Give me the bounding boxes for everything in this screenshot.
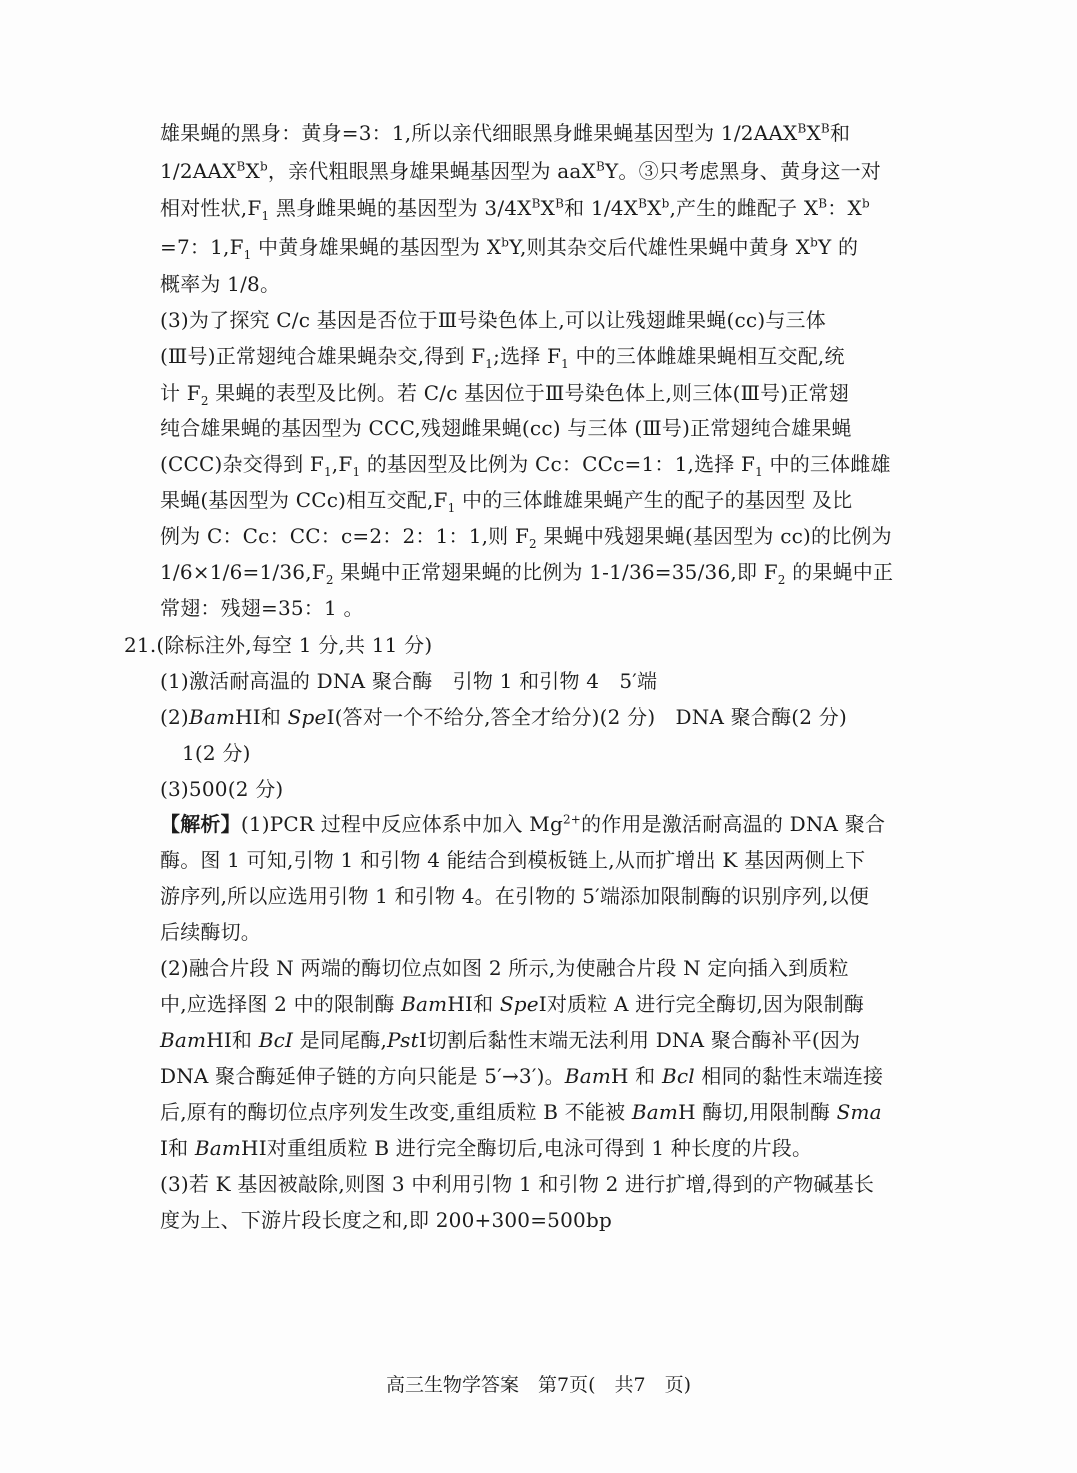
text-line: BamHⅠ和 BcI 是同尾酶,PstⅠ切割后黏性末端无法利用 DNA 聚合酶补平(因为 [160,1028,861,1052]
text-line: 常翅：残翅=35：1 。 [160,596,364,620]
text-line: (3)为了探究 C/c 基因是否位于Ⅲ号染色体上,可以让残翅雌果蝇(cc)与三体 [160,308,826,332]
text-line: 例为 C：Cc：CC：c=2：2：1：1,则 $F_2$ 果蝇中残翅果蝇(基因型为 cc)的比例为 [160,524,892,551]
page-footer: 高三生物学答案 第7页( 共7 页) [385,1374,691,1396]
text-line: 纯合雄果蝇的基因型为 CCC,残翅雌果蝇(cc) 与三体 (Ⅲ号)正常翅纯合雄果蝇 [160,416,852,440]
text-line: 1(2 分) [182,741,251,765]
text-line: (2)BamHⅠ和 SpeⅠ(答对一个不给分,答全才给分)(2 分) DNA 聚合酶(2 分) [160,705,847,729]
text-line: 中,应选择图 2 中的限制酶 BamHⅠ和 SpeⅠ对质粒 A 进行完全酶切,因为限制酶 [160,992,865,1016]
text-line: 【解析】(1)PCR 过程中反应体系中加入 $Mg^{2+}$的作用是激活耐高温的 DNA 聚合 [160,812,886,836]
text-line: (Ⅲ号)正常翅纯合雄果蝇杂交,得到 $F_1$;选择 $F_1$ 中的三体雌雄果蝇相互交配,统 [160,344,845,371]
text-line: 雄果蝇的黑身：黄身=3：1,所以亲代细眼黑身雌果蝇基因型为 $1/2AAX^BX^B$和 [160,121,851,145]
text-line: (3)500(2 分) [160,777,284,801]
text-line: 游序列,所以应选用引物 1 和引物 4。在引物的 5′端添加限制酶的识别序列,以便 [160,884,870,908]
text-line: (2)融合片段 N 两端的酶切位点如图 2 所示,为使融合片段 N 定向插入到质粒 [160,956,849,980]
text-line: =7：$1,F_1$ 中黄身雄果蝇的基因型为 $X^bY$,则其杂交后代雄性果蝇中黄身 $X^bY$ 的 [160,235,859,262]
text-line: 果蝇(基因型为 CCc)相互交配$,F_1$ 中的三体雌雄果蝇产生的配子的基因型 及比 [160,488,853,515]
text-line: 21.(除标注外,每空 1 分,共 11 分) [124,633,433,657]
text-line: (1)激活耐高温的 DNA 聚合酶 引物 1 和引物 4 5′端 [160,669,658,693]
text-line: 后续酶切。 [160,920,261,944]
text-line: (3)若 K 基因被敲除,则图 3 中利用引物 1 和引物 2 进行扩增,得到的产物碱基长 [160,1172,875,1196]
text-line: 概率为 1/8。 [160,272,281,296]
text-line: $1/2AAX^BX^b$，亲代粗眼黑身雄果蝇基因型为 aaX$^B$Y。③只考虑黑身、黄身这一对 [160,159,881,183]
text-line: 计 $F_2$ 果蝇的表型及比例。若 C/c 基因位于Ⅲ号染色体上,则三体(Ⅲ号)正常翅 [160,381,849,408]
text-line: 后,原有的酶切位点序列发生改变,重组质粒 B 不能被 BamH 酶切,用限制酶 Sma [160,1100,882,1124]
text-line: Ⅰ和 BamHⅠ对重组质粒 B 进行完全酶切后,电泳可得到 1 种长度的片段。 [160,1136,813,1160]
text-line: (CCC)杂交得到 $F_1,F_1$ 的基因型及比例为 Cc：CCc=1：1,选择 $F_1$ 中的三体雌雄 [160,452,891,479]
text-line: 酶。图 1 可知,引物 1 和引物 4 能结合到模板链上,从而扩增出 K 基因两侧上下 [160,848,866,872]
text-line: DNA 聚合酶延伸子链的方向只能是 5′→3′)。BamH 和 Bcl 相同的黏性末端连接 [160,1064,884,1088]
text-line: 相对性状$,F_1$ 黑身雌果蝇的基因型为 $3/4X^BX^B$和 $1/4X^BX^b$,产生的雌配子 $X^B$：$X^b$ [160,196,870,223]
text-line: $1/6\times 1/6=1/36,F_2$ 果蝇中正常翅果蝇的比例为 1-1/36=35/36,即 $F_2$ 的果蝇中正 [160,560,894,587]
text-line: 度为上、下游片段长度之和,即 200+300=500bp [160,1208,612,1232]
